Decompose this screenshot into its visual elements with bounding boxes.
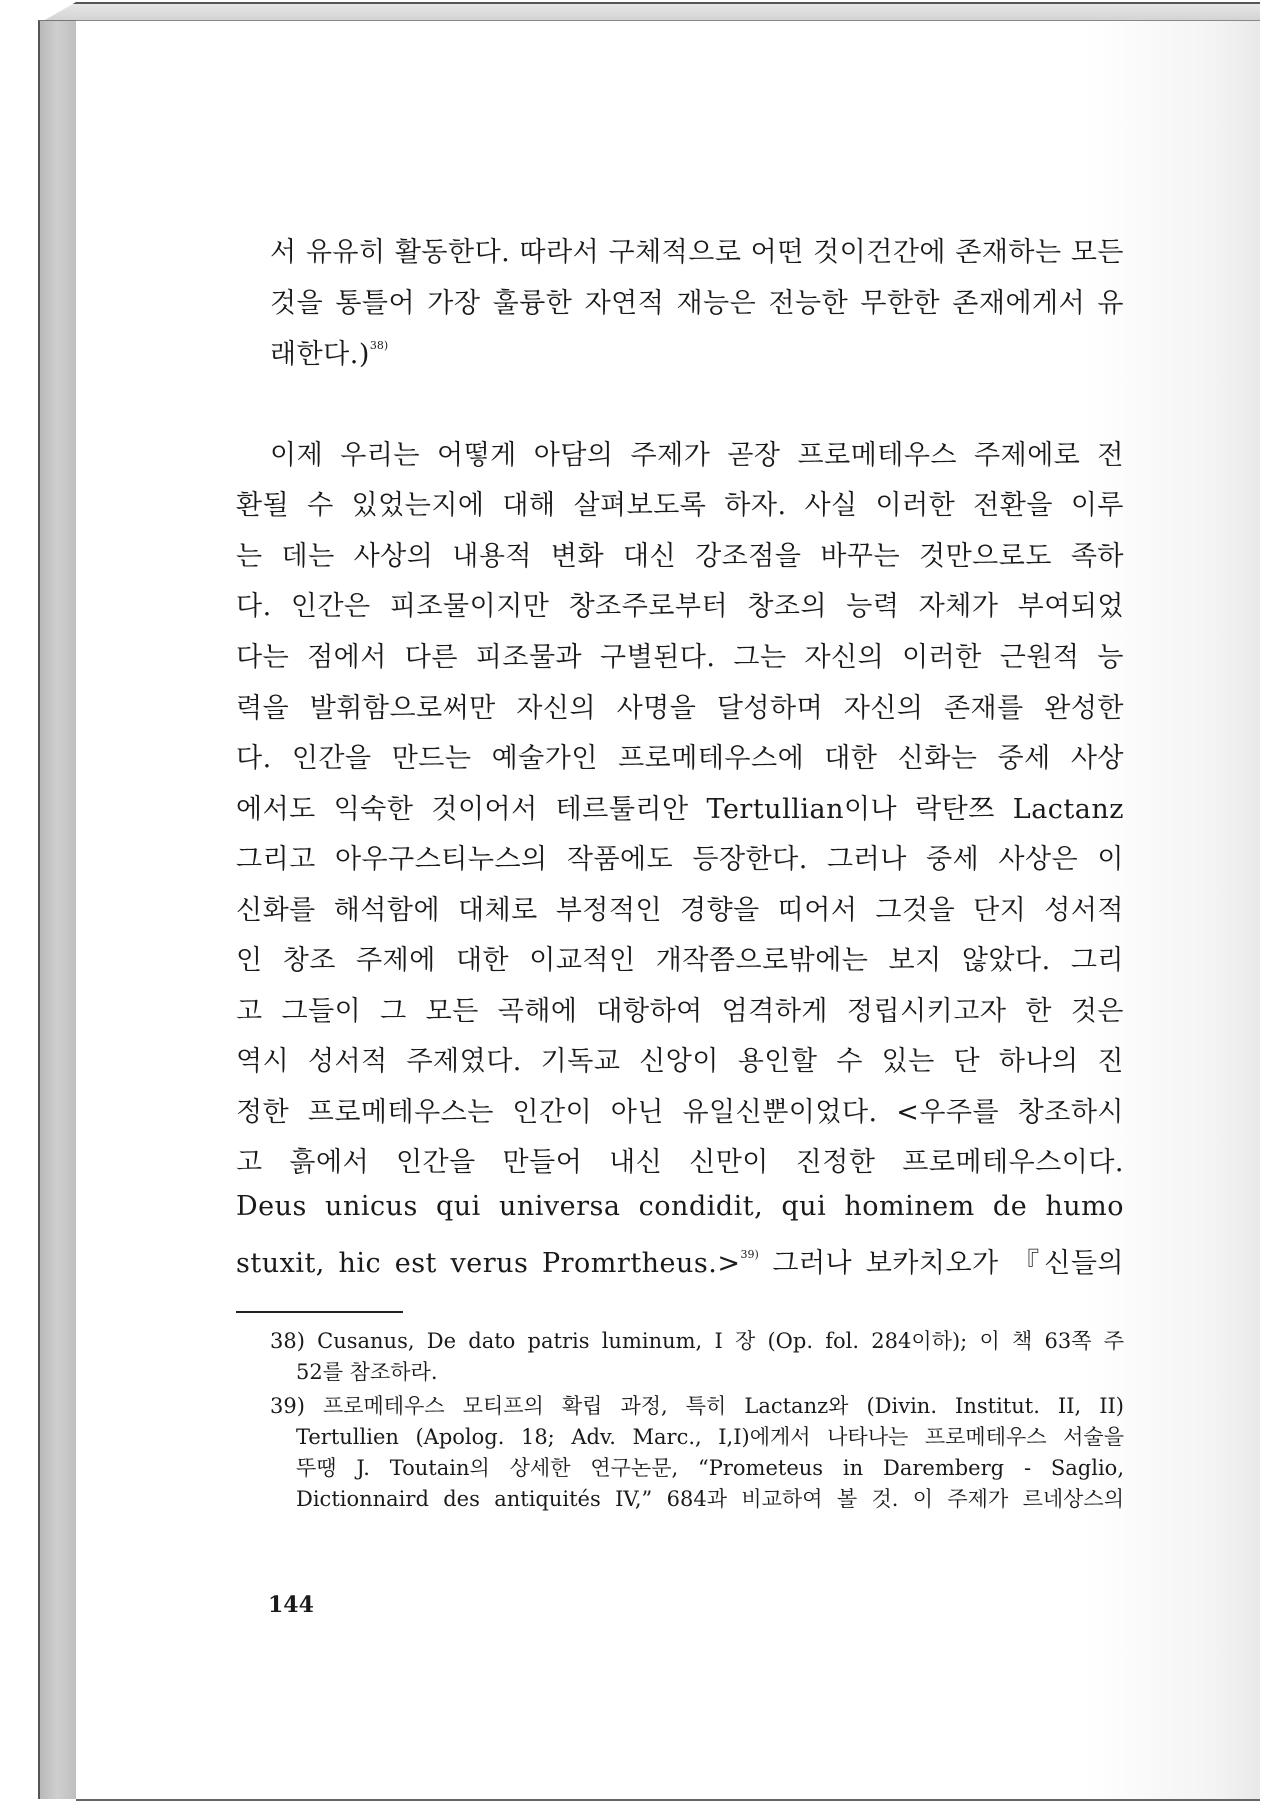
- footnote-separator: [236, 1311, 403, 1313]
- footnote-reference-38: 38): [369, 339, 389, 352]
- text-line: 고 그들이 그 모든 곡해에 대항하여 엄격하게 정립시키고자 한 것은: [236, 996, 1124, 1027]
- footnote-39: [270, 1391, 1124, 1515]
- footnote-line: 38) Cusanus, De dato patris luminum, I 장 (Op. fol. 284이하); 이 책 63쪽 주: [270, 1329, 1124, 1353]
- footnote-line: 뚜땡 J. Toutain의 상세한 연구논문, “Prometeus in Daremberg - Saglio,: [296, 1456, 1124, 1480]
- page-number: 144: [268, 1592, 314, 1618]
- book-spine: [38, 20, 78, 1799]
- footnote-38: [270, 1326, 1124, 1388]
- text-line: [270, 332, 1124, 371]
- footnote-line: Dictionnaird des antiquités IV,” 684과 비교하여 볼 것. 이 주제가 르네상스의: [296, 1487, 1124, 1511]
- text-line: 환될 수 있었는지에 대해 살펴보도록 하자. 사실 이러한 전환을 이루: [236, 490, 1124, 521]
- text-line: 서 유유히 활동한다. 따라서 구체적으로 어떤 것이건간에 존재하는 모든: [270, 237, 1124, 268]
- text-line: 다. 인간을 만드는 예술가인 프로메테우스에 대한 신화는 중세 사상: [236, 743, 1124, 774]
- text-line: 인 창조 주제에 대한 이교적인 개작쯤으로밖에는 보지 않았다. 그리: [236, 945, 1124, 976]
- text-line-end: 그러나 보카치오가 『신들의: [758, 1248, 1124, 1279]
- text-line: 이제 우리는 어떻게 아담의 주제가 곧장 프로메테우스 주제에로 전: [270, 440, 1124, 471]
- text-line: 에서도 익숙한 것이어서 테르툴리안 Tertullian이나 락탄쯔 Lactanz: [236, 794, 1124, 825]
- text-line-content: 래한다.): [270, 339, 370, 370]
- text-line: 는 데는 사상의 내용적 변화 대신 강조점을 바꾸는 것만으로도 족하: [236, 541, 1124, 572]
- text-line: Deus unicus qui universa condidit, qui hominem de humo: [236, 1191, 1124, 1222]
- text-line: 신화를 해석함에 대체로 부정적인 경향을 띠어서 그것을 단지 성서적: [236, 895, 1124, 926]
- text-line: 것을 통틀어 가장 훌륭한 자연적 재능은 전능한 무한한 존재에게서 유: [270, 288, 1124, 319]
- text-line: 역시 성서적 주제였다. 기독교 신앙이 용인할 수 있는 단 하나의 진: [236, 1046, 1124, 1077]
- text-line: 고 흙에서 인간을 만들어 내신 신만이 진정한 프로메테우스이다.: [236, 1147, 1124, 1178]
- text-line: 그리고 아우구스티누스의 작품에도 등장한다. 그러나 중세 사상은 이: [236, 844, 1124, 875]
- text-line: 정한 프로메테우스는 인간이 아닌 유일신뿐이었다. <우주를 창조하시: [236, 1097, 1124, 1128]
- footnote-line: Tertullien (Apolog. 18; Adv. Marc., I,I)에게서 나타나는 프로메테우스 서술을: [296, 1425, 1124, 1449]
- text-line: 력을 발휘함으로써만 자신의 사명을 달성하며 자신의 존재를 완성한: [236, 693, 1124, 724]
- text-line-start: stuxit, hic est verus Promrtheus.>: [236, 1248, 741, 1279]
- footnote-line: 52를 참조하라.: [296, 1360, 438, 1384]
- footnote-line: 39) 프로메테우스 모티프의 확립 과정, 특히 Lactanz와 (Divin. Institut. II, II): [270, 1394, 1124, 1418]
- text-line: [236, 1241, 1124, 1280]
- text-line: 다는 점에서 다른 피조물과 구별된다. 그는 자신의 이러한 근원적 능: [236, 642, 1124, 673]
- footnote-reference-39: 39): [740, 1248, 759, 1261]
- text-line: 다. 인간은 피조물이지만 창조주로부터 창조의 능력 자체가 부여되었: [236, 591, 1124, 622]
